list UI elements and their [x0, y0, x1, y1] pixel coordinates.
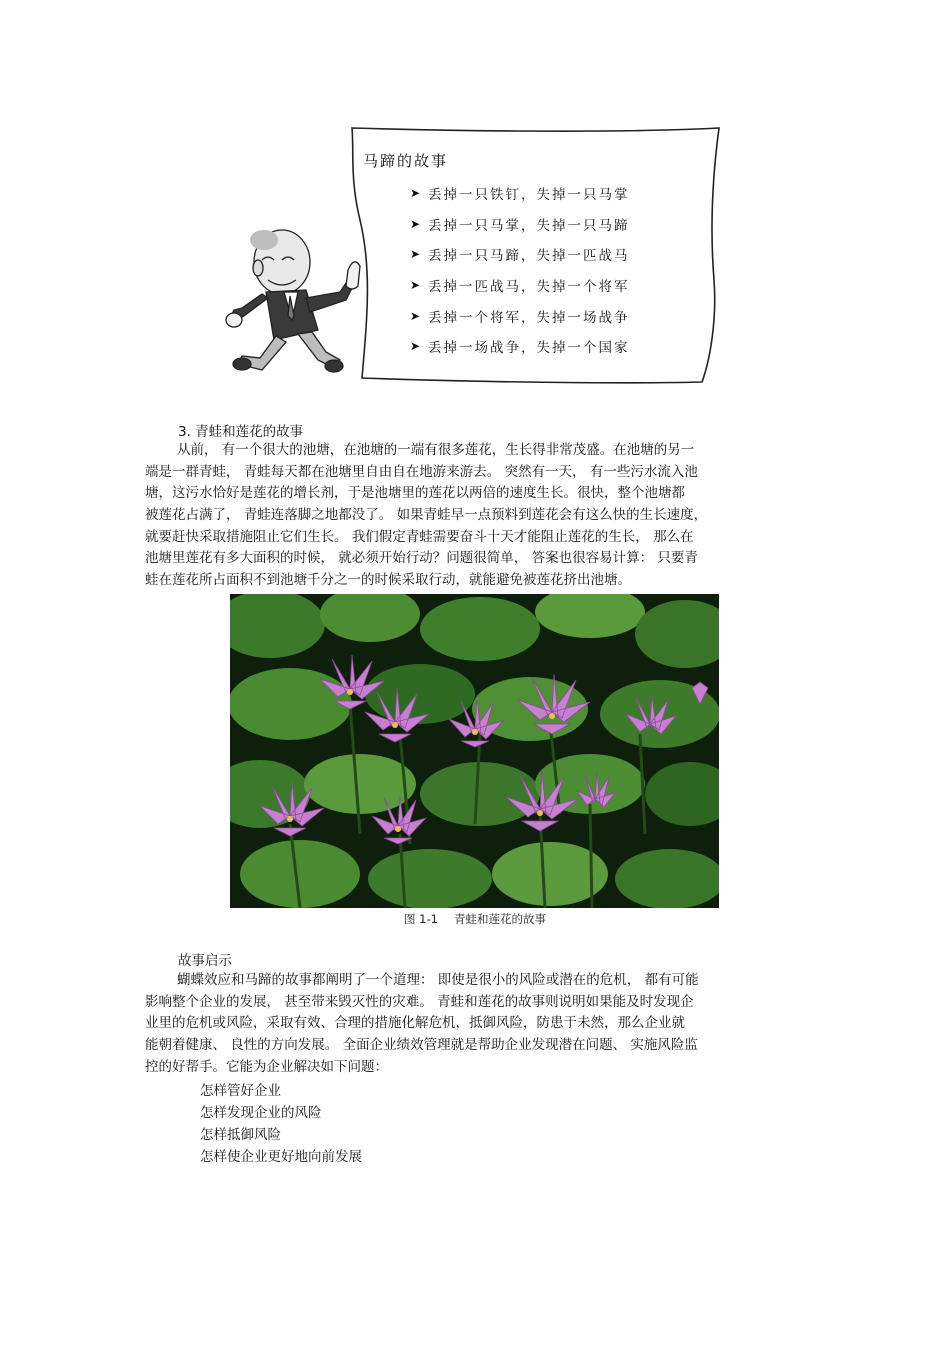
paragraph-line: 影响整个企业的发展， 甚至带来毁灭性的灾难。 青蛙和莲花的故事则说明如果能及时发现企 [145, 993, 694, 1010]
paragraph-line: 端是一群青蛙， 青蛙每天都在池塘里自由自在地游来游去。 突然有一天， 有一些污水流入池 [145, 463, 698, 480]
arrow-bullet-icon: ➤ [410, 278, 423, 293]
figure-caption [0, 911, 950, 927]
arrow-bullet-icon: ➤ [410, 216, 423, 231]
list-item: ➤ 丢掉一个将军，失掉一场战争 [410, 308, 630, 326]
paragraph-line: 就要赶快采取措施阻止它们生长。 我们假定青蛙需要奋斗十天才能阻止莲花的生长， 那么在 [145, 528, 694, 545]
list-item: 怎样使企业更好地向前发展 [200, 1149, 362, 1165]
list-item: ➤ 丢掉一只马蹄，失掉一匹战马 [410, 247, 630, 265]
section-heading: 3. 青蛙和莲花的故事 [178, 424, 304, 440]
list-item: ➤ 丢掉一场战争，失掉一个国家 [410, 339, 630, 357]
arrow-bullet-icon: ➤ [410, 339, 423, 354]
list-item: ➤ 丢掉一匹战马，失掉一个将军 [410, 278, 630, 296]
arrow-bullet-icon: ➤ [410, 186, 423, 201]
list-item: 怎样管好企业 [200, 1083, 281, 1099]
arrow-bullet-icon: ➤ [410, 308, 423, 323]
arrow-bullet-icon: ➤ [410, 247, 423, 262]
paragraph-line: 能朝着健康、 良性的方向发展。 全面企业绩效管理就是帮助企业发现潜在问题、 实施风险监 [145, 1037, 698, 1054]
horseshoe-story-list [410, 178, 630, 362]
paragraph-line: 蛙在莲花所占面积不到池塘千分之一的时候采取行动，就能避免被莲花挤出池塘。 [145, 572, 631, 589]
paragraph-line: 控的好帮手。它能为企业解决如下问题： [145, 1058, 388, 1075]
paragraph-line: 塘，这污水恰好是莲花的增长剂，于是池塘里的莲花以两倍的速度生长。很快，整个池塘都 [145, 485, 685, 502]
insight-paragraph [145, 970, 805, 1078]
list-item: 怎样发现企业的风险 [200, 1105, 322, 1121]
cartoon-man-icon [226, 230, 360, 372]
frog-lotus-paragraph [145, 440, 805, 592]
horseshoe-story-title: 马蹄的故事 [363, 152, 449, 170]
paragraph-line: 池塘里莲花有多大面积的时候， 就必须开始行动？问题很简单， 答案也很容易计算： 只要青 [145, 550, 698, 567]
insight-heading: 故事启示 [178, 953, 232, 969]
list-item: 怎样抵御风险 [200, 1127, 281, 1143]
list-item: ➤ 丢掉一只铁钉，失掉一只马掌 [410, 186, 630, 204]
paragraph-line: 蝴蝶效应和马蹄的故事都阐明了一个道理： 即使是很小的风险或潜在的危机， 都有可能 [177, 972, 699, 988]
figure-caption-text: 青蛙和莲花的故事 [453, 912, 546, 926]
figure-number: 图 1-1 [404, 912, 438, 926]
list-item: ➤ 丢掉一只马掌，失掉一只马蹄 [410, 216, 630, 234]
question-list [200, 1080, 362, 1168]
paragraph-line: 从前， 有一个很大的池塘，在池塘的一端有很多莲花，生长得非常茂盛。在池塘的另一 [177, 442, 695, 458]
paragraph-line: 被莲花占满了， 青蛙连落脚之地都没了。 如果青蛙早一点预料到莲花会有这么快的生长速度， [145, 507, 708, 524]
lotus-pond-photo [230, 594, 719, 908]
paragraph-line: 业里的危机或风险，采取有效、合理的措施化解危机，抵御风险，防患于未然，那么企业就 [145, 1015, 685, 1032]
